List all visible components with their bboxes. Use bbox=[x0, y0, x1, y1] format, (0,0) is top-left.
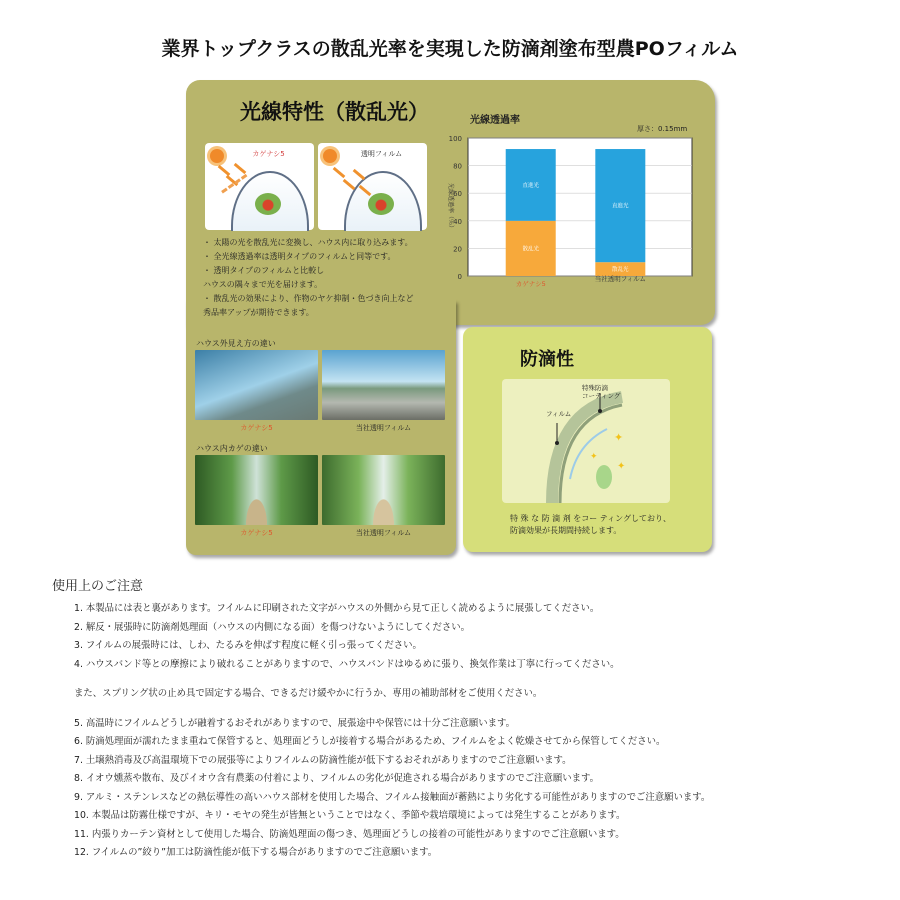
anti-drip-desc: 防滴効果が長期間持続します。 bbox=[510, 526, 622, 535]
page-title: 業界トップクラスの散乱光率を実現した防滴剤塗布型農POフィルム bbox=[161, 38, 739, 60]
bullet: ・ 散乱光の効果により、作物のヤケ抑制・色づき向上など bbox=[203, 294, 414, 303]
anti-drip-heading: 防滴性 bbox=[520, 349, 574, 370]
y-tick-label: 0 bbox=[457, 273, 462, 281]
caption: 当社透明フィルム bbox=[355, 424, 412, 432]
y-tick-label: 100 bbox=[448, 135, 462, 143]
y-tick-label: 80 bbox=[453, 162, 462, 171]
illustration-label: カゲナシ5 bbox=[252, 150, 285, 158]
caption: カゲナシ5 bbox=[240, 424, 273, 432]
tomato-plant-icon bbox=[255, 193, 281, 215]
film-label: フィルム bbox=[546, 410, 572, 418]
x-tick-label: カゲナシ5 bbox=[515, 280, 546, 288]
illustration-clear-film bbox=[318, 143, 427, 230]
svg-text:✦: ✦ bbox=[614, 431, 624, 444]
note-item: 2. 解反・展張時に防滴剤処理面（ハウスの内側になる面）を傷つけないようにしてください。 bbox=[74, 621, 471, 633]
photo-inside-kagenashi bbox=[195, 455, 318, 525]
bullet: ・ 太陽の光を散乱光に変換し、ハウス内に取り込みます。 bbox=[203, 238, 413, 247]
transmittance-chart bbox=[440, 130, 700, 290]
anti-drip-desc: 特 殊 な 防 滴 剤 をコー ティングしており、 bbox=[510, 514, 671, 523]
bar-label: 直進光 bbox=[612, 203, 629, 210]
bar-label: 散乱光 bbox=[522, 246, 539, 253]
bar-label: 直進光 bbox=[522, 182, 539, 189]
caption: 当社透明フィルム bbox=[355, 529, 412, 537]
usage-notes bbox=[52, 575, 710, 863]
illustration-label: 透明フィルム bbox=[360, 150, 403, 158]
note-item: 8. イオウ燻蒸や散布、及びイオウ含有農薬の付着により、フイルムの劣化が促進される場合がありますのでご注意願います。 bbox=[74, 773, 600, 784]
notes-heading: 使用上のご注意 bbox=[52, 579, 144, 594]
anti-drip-diagram bbox=[502, 379, 670, 503]
plot-area bbox=[468, 138, 692, 276]
note-aside: また、スプリング状の止め具で固定する場合、できるだけ緩やかに行うか、専用の補助部材をご使用ください。 bbox=[74, 688, 543, 699]
photo-inside-clear bbox=[322, 455, 445, 525]
outside-heading: ハウス外見え方の違い bbox=[196, 339, 276, 348]
inside-heading: ハウス内カゲの違い bbox=[196, 444, 268, 453]
light-heading: 光線特性（散乱光） bbox=[240, 100, 429, 124]
svg-text:✦: ✦ bbox=[617, 461, 626, 472]
y-tick-label: 20 bbox=[453, 245, 462, 254]
bullet: 秀品率アップが期待できます。 bbox=[203, 308, 314, 317]
chart-note: 厚さ：0.15mm bbox=[637, 125, 688, 133]
note-item: 12. フイルムの”絞り”加工は防滴性能が低下する場合がありますのでご注意願います。 bbox=[74, 847, 438, 858]
bullet: ハウスの隅々まで光を届けます。 bbox=[203, 280, 323, 289]
chart-title: 光線透過率 bbox=[470, 115, 520, 126]
note-item: 3. フイルムの展張時には、しわ、たるみを伸ばす程度に軽く引っ張ってください。 bbox=[74, 640, 422, 651]
light-bullets bbox=[203, 236, 414, 320]
svg-text:✦: ✦ bbox=[590, 452, 598, 462]
bullet: ・ 透明タイプのフィルムと比較し bbox=[203, 266, 325, 275]
note-item: 7. 土壌熱消毒及び高温環境下での展張等によりフイルムの防滴性能が低下するおそれがありますのでご注意願います。 bbox=[74, 754, 572, 766]
note-item: 6. 防滴処理面が濡れたまま重ねて保管すると、処理面どうしが接着する場合があるため、フイルムをよく乾燥させてから保管してください。 bbox=[74, 736, 666, 747]
bullet: ・ 全光線透過率は透明タイプのフィルムと同等です。 bbox=[203, 252, 396, 261]
coating-label: 特殊防滴 コーティング bbox=[582, 384, 621, 400]
y-axis-label: 光線透過率（％） bbox=[447, 182, 454, 232]
photo-outside-kagenashi bbox=[195, 350, 318, 420]
bar-label: 散乱光 bbox=[612, 267, 629, 274]
x-tick-label: 当社透明フィルム bbox=[594, 275, 646, 283]
y-tick-label: 40 bbox=[453, 217, 462, 226]
note-item: 11. 内張りカーテン資材として使用した場合、防滴処理面の傷つき、処理面どうしの接着の可能性がありますのでご注意願います。 bbox=[74, 828, 625, 840]
note-item: 4. ハウスバンド等との摩擦により破れることがありますので、ハウスバンドはゆるめに張り、換気作業は丁寧に行ってください。 bbox=[74, 658, 620, 670]
y-tick-label: 60 bbox=[453, 190, 462, 199]
note-item: 10. 本製品は防霧仕様ですが、キリ・モヤの発生が皆無ということではなく、季節や栽培環境によっては発生することがあります。 bbox=[74, 810, 626, 821]
note-item: 5. 高温時にフイルムどうしが融着するおそれがありますので、展張途中や保管には十分ご注意願います。 bbox=[74, 717, 516, 729]
photo-outside-clear bbox=[322, 350, 445, 420]
illustration-kagenashi bbox=[205, 143, 314, 230]
caption: カゲナシ5 bbox=[240, 529, 273, 537]
note-item: 9. アルミ・ステンレスなどの熱伝導性の高いハウス部材を使用した場合、フイルム接触面が蓄熱により劣化する可能性がありますのでご注意願います。 bbox=[74, 791, 711, 803]
note-item: 1. 本製品には表と裏があります。フイルムに印刷された文字がハウスの外側から見て正しく読めるように展張してください。 bbox=[74, 603, 600, 614]
tomato-plant-icon bbox=[368, 193, 394, 215]
